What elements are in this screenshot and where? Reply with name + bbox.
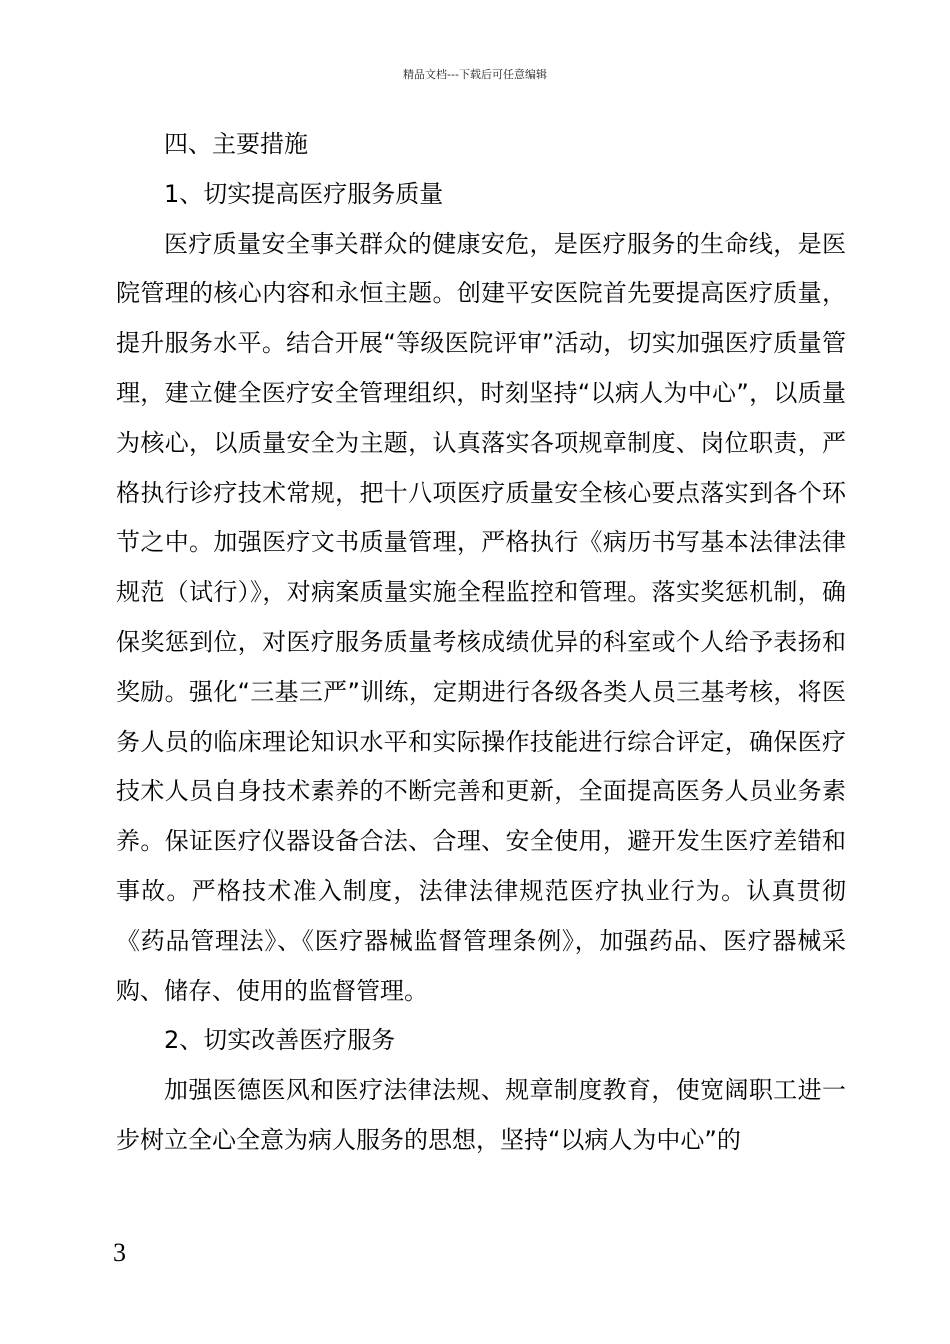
document-body xyxy=(116,120,846,1166)
subsection-heading: 1、切实提高医疗服务质量 xyxy=(164,179,444,208)
body-paragraph: 加强医德医风和医疗法律法规、规章制度教育，使宽阔职工进一步树立全心全意为病人服务的思想，坚持“以病人为中心”的 xyxy=(116,1076,846,1154)
section-heading: 四、主要措施 xyxy=(164,130,308,158)
subsection-heading: 2、切实改善医疗服务 xyxy=(164,1026,396,1055)
page-header: 精品文档---下载后可任意编辑 xyxy=(403,68,547,81)
page-number: 3 xyxy=(113,1238,126,1267)
body-paragraph: 医疗质量安全事关群众的健康安危，是医疗服务的生命线，是医院管理的核心内容和永恒主题。创建平安医院首先要提高医疗质量，提升服务水平。结合开展“等级医院评审”活动，切实加强医疗质量管理，建立健全医疗安全管理组织，时刻坚持“以病人为中心”，以质量为核心，以质量安全为主题，认真落实各项规章制度、岗位职责，严格执行诊疗技术常规，把十八项医疗质量安全核心要点落实到各个环节之中。加强医疗文书质量管理，严格执行《病历书写基本法律法律规范（试行）》，对病案质量实施全程监控和管理。落实奖惩机制，确保奖惩到位，对医疗服务质量考核成绩优异的科室或个人给予表扬和奖励。强化“三基三严”训练，定期进行各级各类人员三基考核，将医务人员的临床理论知识水平和实际操作技能进行综合评定，确保医疗技术人员自身技术素养的不断完善和更新，全面提高医务人员业务素养。保证医疗仪器设备合法、合理、安全使用，避开发生医疗差错和事故。严格技术准入制度，法律法律规范医疗执业行为。认真贯彻《药品管理法》、《医疗器械监督管理条例》，加强药品、医疗器械采购、储存、使用的监督管理。 xyxy=(116,229,846,1005)
